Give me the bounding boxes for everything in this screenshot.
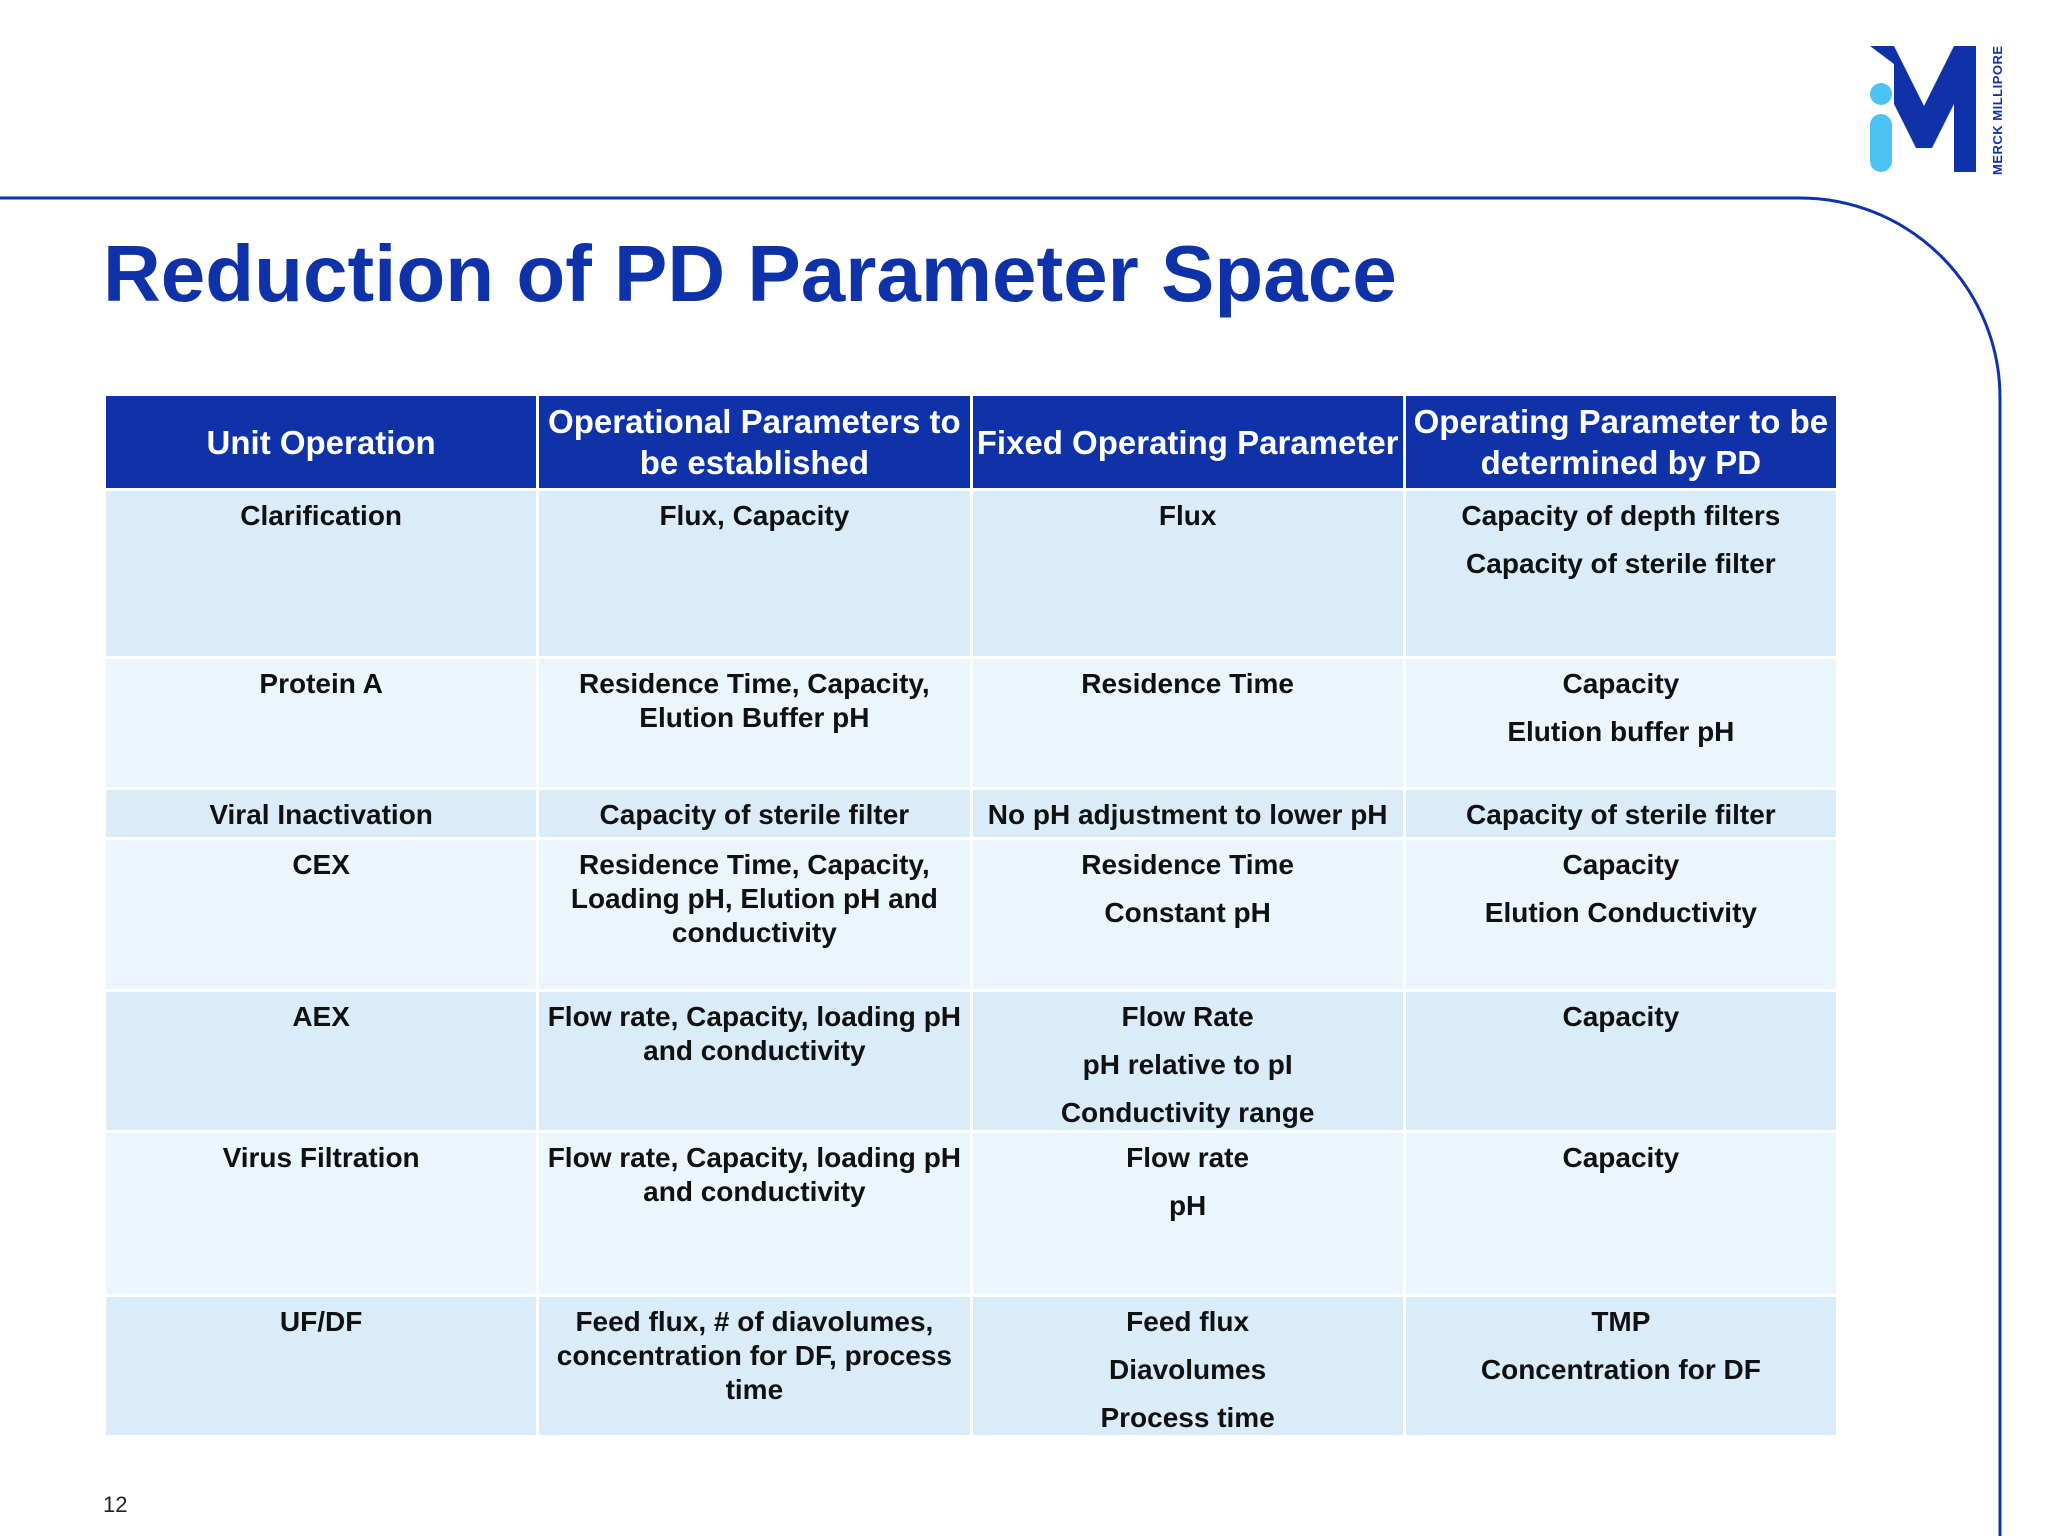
cell-unit: Virus Filtration (106, 1133, 536, 1297)
fixed-item: Process time (1100, 1402, 1275, 1433)
table-row (106, 992, 1836, 1133)
cell-fixed (973, 491, 1403, 659)
table-row (106, 790, 1836, 840)
cell-fixed (973, 790, 1403, 840)
cell-unit: Clarification (106, 491, 536, 659)
cell-established: Capacity of sterile filter (539, 790, 969, 840)
cell-determined (1406, 1297, 1836, 1438)
determined-item: Capacity (1562, 849, 1680, 880)
cell-unit: CEX (106, 840, 536, 992)
determined-item: Capacity of depth filters (1461, 500, 1781, 531)
determined-item: Capacity (1562, 1001, 1680, 1032)
brand-wordmark: MERCK MILLIPORE (1990, 45, 2005, 175)
determined-item: Capacity of sterile filter (1466, 548, 1776, 579)
fixed-item: Residence Time (1081, 668, 1294, 699)
table-row (106, 1297, 1836, 1438)
page-number: 12 (103, 1492, 128, 1517)
cell-established: Flux, Capacity (539, 491, 969, 659)
header-fixed: Fixed Operating Parameter (973, 396, 1403, 491)
table-row (106, 659, 1836, 790)
cell-established: Flow rate, Capacity, loading pH and conductivity (539, 1133, 969, 1297)
fixed-item: Constant pH (1104, 897, 1271, 928)
header-unit-operation: Unit Operation (106, 396, 536, 491)
determined-item: Capacity (1562, 668, 1680, 699)
cell-determined (1406, 992, 1836, 1133)
cell-fixed (973, 659, 1403, 790)
fixed-item: pH (1168, 1190, 1207, 1221)
fixed-item: Conductivity range (1060, 1097, 1315, 1128)
cell-unit: Viral Inactivation (106, 790, 536, 840)
parameter-table (103, 396, 1839, 1438)
cell-fixed (973, 1297, 1403, 1438)
cell-fixed (973, 1133, 1403, 1297)
cell-established: Feed flux, # of diavolumes, concentration for DF, process time (539, 1297, 969, 1438)
cell-unit: UF/DF (106, 1297, 536, 1438)
table-row (106, 491, 1836, 659)
table-row (106, 840, 1836, 992)
cell-established: Residence Time, Capacity, Loading pH, Elution pH and conductivity (539, 840, 969, 992)
page-title: Reduction of PD Parameter Space (103, 229, 1397, 318)
table-row (106, 1133, 1836, 1297)
cell-established: Residence Time, Capacity, Elution Buffer pH (539, 659, 969, 790)
table-header-row (106, 396, 1836, 491)
cell-determined (1406, 840, 1836, 992)
header-established: Operational Parameters to be established (539, 396, 969, 491)
cell-established: Flow rate, Capacity, loading pH and conductivity (539, 992, 969, 1133)
cell-determined (1406, 1133, 1836, 1297)
fixed-item: Flux (1158, 500, 1217, 531)
cell-determined (1406, 790, 1836, 840)
determined-item: TMP (1591, 1306, 1651, 1337)
cell-fixed (973, 992, 1403, 1133)
fixed-item: pH relative to pI (1082, 1049, 1293, 1080)
cell-fixed (973, 840, 1403, 992)
fixed-item: Feed flux (1126, 1306, 1250, 1337)
fixed-item: No pH adjustment to lower pH (987, 799, 1388, 830)
cell-unit: AEX (106, 992, 536, 1133)
determined-item: Capacity of sterile filter (1466, 799, 1776, 830)
header-determined: Operating Parameter to be determined by PD (1406, 396, 1836, 491)
determined-item: Elution buffer pH (1507, 716, 1735, 747)
determined-item: Concentration for DF (1480, 1354, 1761, 1385)
fixed-item: Diavolumes (1109, 1354, 1267, 1385)
cell-unit: Protein A (106, 659, 536, 790)
fixed-item: Residence Time (1081, 849, 1294, 880)
cell-determined (1406, 659, 1836, 790)
determined-item: Capacity (1562, 1142, 1680, 1173)
determined-item: Elution Conductivity (1484, 897, 1757, 928)
fixed-item: Flow Rate (1121, 1001, 1254, 1032)
fixed-item: Flow rate (1126, 1142, 1250, 1173)
cell-determined (1406, 491, 1836, 659)
